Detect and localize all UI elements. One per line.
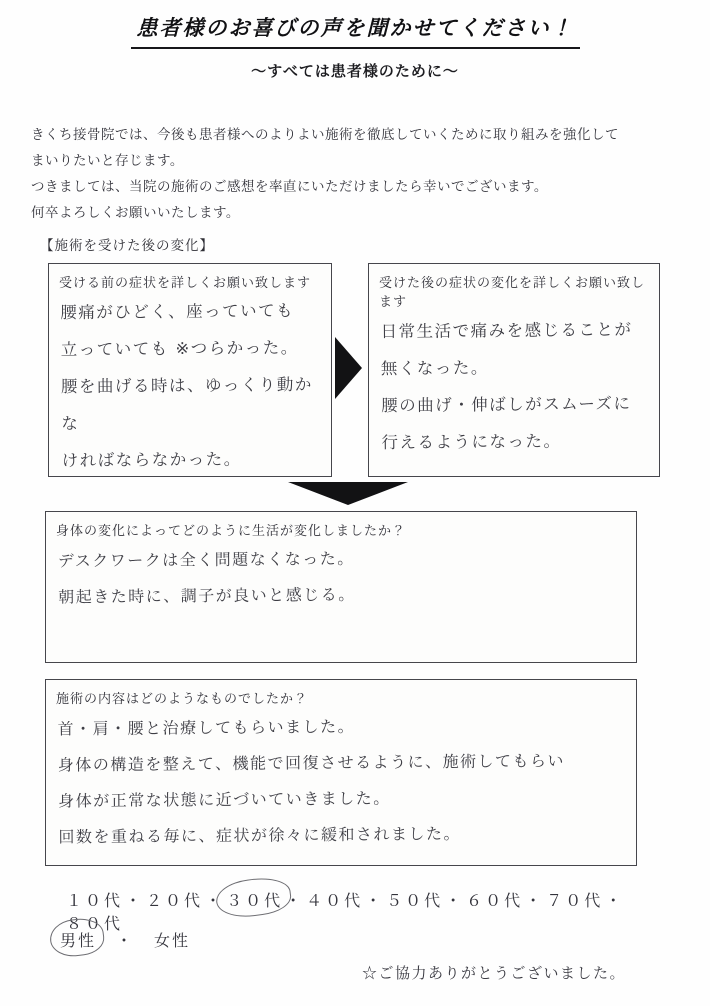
right-arrow-icon	[335, 337, 362, 399]
treatment-content-box	[45, 679, 637, 866]
title-area	[0, 12, 710, 49]
after-symptoms-question: 受けた後の症状の変化を詳しくお願い致します	[379, 275, 646, 309]
handwritten-line: 回数を重ねる毎に、症状が徐々に緩和されました。	[58, 823, 462, 847]
handwritten-line: 腰痛がひどく、座っていても	[60, 301, 295, 323]
age-option: ７０代	[546, 893, 604, 910]
after-symptoms-box	[368, 263, 660, 477]
handwritten-line: 立っていても ※つらかった。	[60, 338, 299, 360]
intro-line: きくち接骨院では、今後も患者様へのよりよい施術を徹底していくために取り組みを強化して	[31, 127, 619, 142]
age-option: ６０代	[466, 893, 524, 910]
option-separator: ・	[365, 893, 385, 910]
age-option: ８０代	[66, 916, 124, 933]
handwritten-line: 首・肩・腰と治療してもらいました。	[57, 716, 356, 739]
life-change-answer	[58, 539, 625, 616]
handwritten-line: 腰の曲げ・伸ばしがスムーズに	[381, 393, 632, 416]
gender-options	[60, 928, 190, 951]
gender-option-selected: 男性	[60, 928, 96, 951]
page-title: 患者様のお喜びの声を聞かせてください！	[131, 12, 580, 49]
age-option: １０代	[66, 893, 124, 910]
before-symptoms-question: 受ける前の症状を詳しくお願い致します	[59, 275, 312, 290]
age-option: ２０代	[146, 893, 204, 910]
intro-line: つきましては、当院の施術のご感想を率直にいただけましたら幸いでございます。	[31, 179, 548, 194]
option-separator: ・	[605, 893, 625, 910]
age-option: ４０代	[306, 893, 364, 910]
page-subtitle: ～すべては患者様のために～	[251, 63, 459, 80]
option-separator: ・	[125, 893, 145, 910]
option-separator: ・	[525, 893, 545, 910]
closing-note: ☆ご協力ありがとうございました。	[362, 966, 627, 982]
before-symptoms-box	[48, 263, 332, 477]
section-heading: 【施術を受けた後の変化】	[40, 238, 214, 253]
handwritten-line: 朝起きた時に、調子が良いと感じる。	[58, 584, 356, 607]
after-symptoms-answer	[380, 311, 647, 461]
handwritten-line: 日常生活で痛みを感じることが	[380, 319, 633, 342]
option-separator: ・	[285, 893, 305, 910]
before-symptoms-answer	[60, 292, 320, 479]
intro-line: 何卒よろしくお願いいたします。	[31, 205, 240, 220]
handwritten-line: ければならなかった。	[61, 449, 242, 471]
handwritten-line: デスクワークは全く問題なくなった。	[57, 548, 355, 571]
treatment-content-question: 施術の内容はどのようなものでしたか？	[56, 691, 309, 706]
life-change-question: 身体の変化によってどのように生活が変化しましたか？	[56, 523, 407, 538]
age-option: ５０代	[386, 893, 444, 910]
age-option-selected: ３０代	[226, 888, 283, 911]
intro-paragraph	[31, 122, 681, 226]
life-change-box	[45, 511, 637, 663]
handwritten-line: 身体が正常な状態に近づいていきました。	[58, 788, 391, 811]
handwritten-line: 無くなった。	[380, 358, 489, 379]
handwritten-line: 行えるようになった。	[381, 431, 562, 453]
handwritten-line: 身体の構造を整えて、機能で回復させるように、施術してもらい	[57, 751, 566, 775]
handwritten-line: 腰を曲げる時は、ゆっくり動かな	[60, 374, 313, 434]
option-separator: ・	[205, 893, 225, 910]
option-separator: ・	[116, 933, 135, 950]
gender-option: 女性	[154, 933, 191, 950]
option-separator: ・	[445, 893, 465, 910]
intro-line: まいりたいと存じます。	[31, 153, 184, 168]
treatment-content-answer	[57, 707, 624, 856]
down-arrow-icon	[288, 482, 408, 505]
